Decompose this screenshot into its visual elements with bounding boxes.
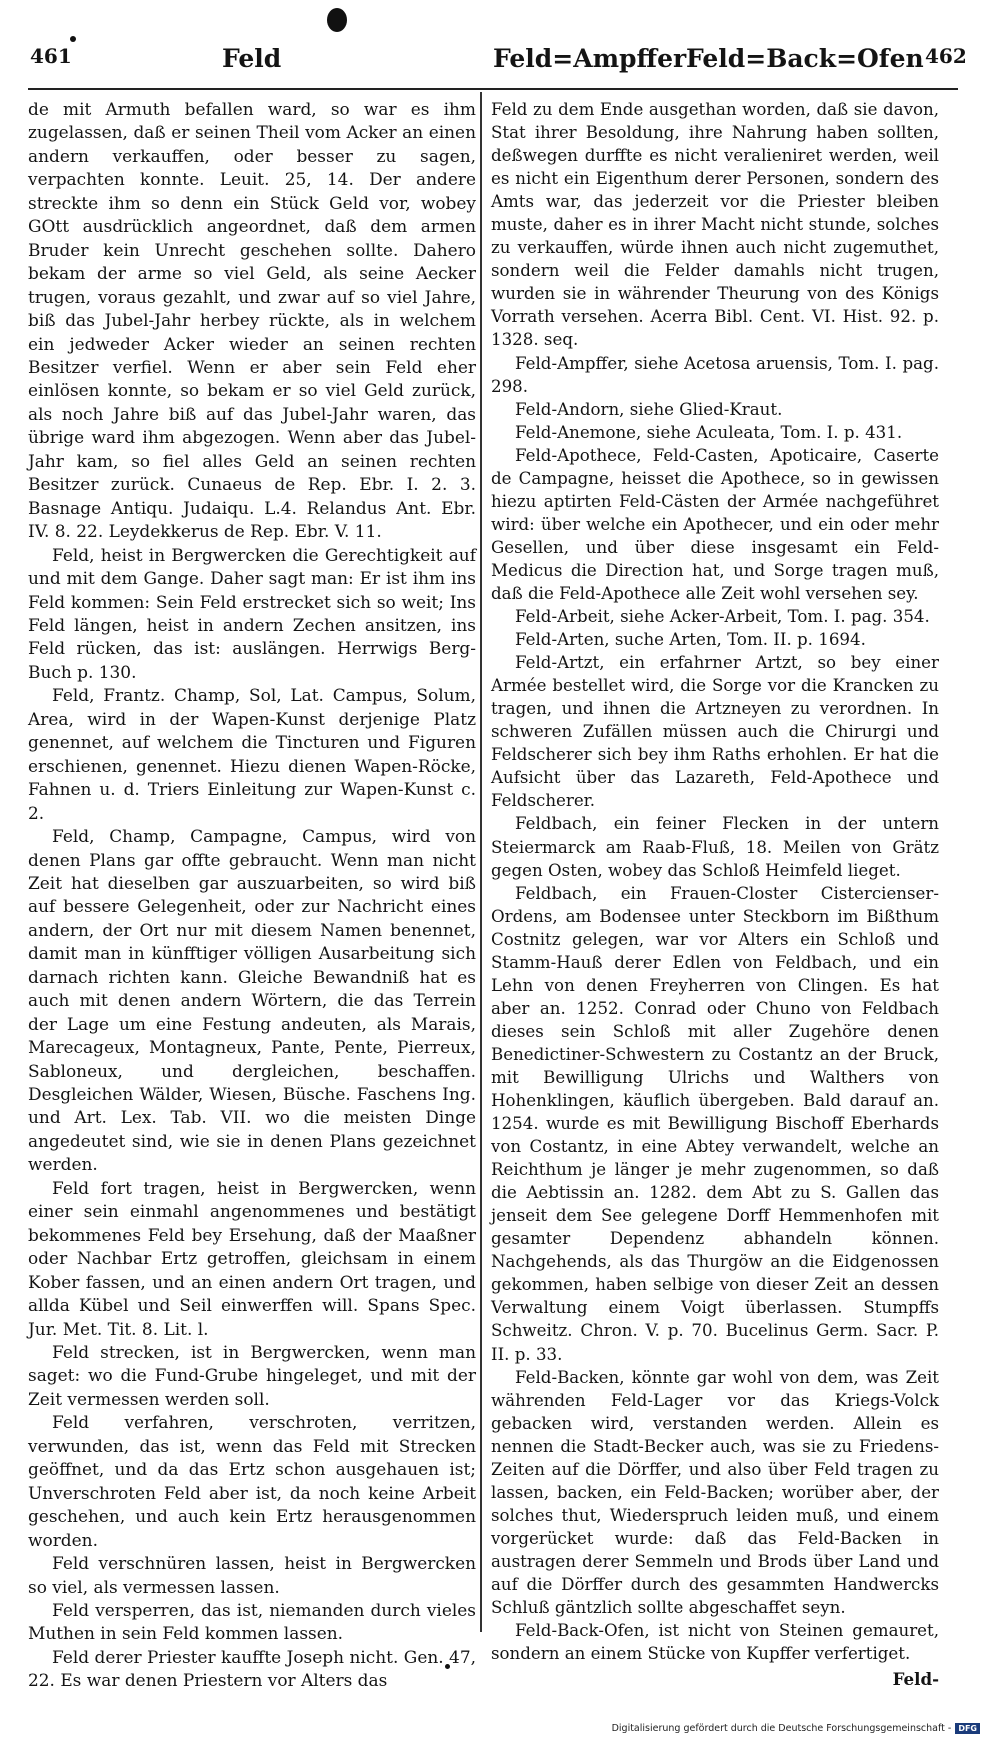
- entry-feld-verschnueren: Feld verschnüren lassen, heist in Bergwercken so viel, als vermessen lassen.: [28, 1553, 476, 1597]
- entry-feld-back-ofen: Feld-Back-Ofen, ist nicht von Steinen gemauret, sondern an einem Stücke von Kupffer verfertiget.: [491, 1621, 939, 1664]
- entry-feld-ampffer: Feld-Ampffer, siehe Acetosa aruensis, Tom. I. pag. 298.: [491, 353, 939, 396]
- page-header: [0, 44, 1000, 84]
- right-page-number: 462: [925, 44, 967, 68]
- entry-feld-champ: Feld, Champ, Campagne, Campus, wird von denen Plans gar offte gebraucht. Wenn man nicht Zeit hat dieselben gar auszuarbeiten, so wird biß auf bessere Gelegenheit, oder zur Nachricht eines andern, der Ort nur mit diesem Namen benennet, damit man in künfftiger völligen Ausarbeitung sich darnach richten kann. Gleiche Bewandniß hat es auch mit denen andern Wörtern, die das Terrein der Lage um eine Festung andeuten, als Marais, Marecageux, Montagneux, Pante, Pente, Pierreux, Sabloneux, und dergleichen, beschaffen. Desgleichen Wälder, Wiesen, Büsche. Faschens Ing. und Art. Lex. Tab. VII. wo die meisten Dinge angedeutet sind, wie sie in denen Plans gezeichnet werden.: [28, 826, 476, 1175]
- entry-feld-verfahren: Feld verfahren, verschroten, verritzen, verwunden, das ist, wenn das Feld mit Strecken geöffnet, und da das Ertz schon ausgehauen ist; Unverschroten Feld aber ist, da noch keine Arbeit geschehen, und auch kein Ertz herausgenommen worden.: [28, 1412, 476, 1550]
- dfg-logo: DFG: [955, 1723, 980, 1734]
- entry-feld-artzt: Feld-Artzt, ein erfahrner Artzt, so bey einer Armée bestellet wird, die Sorge vor die Krancken zu tragen, und ihnen die Artzneyen zu verordnen. In schweren Zufällen müssen auch die Chirurgi und Feldscherer sich bey ihm Raths erhohlen. Er hat die Aufsicht über das Lazareth, Feld-Apothece und Feldscherer.: [491, 653, 939, 811]
- left-running-headword: Feld: [222, 44, 282, 73]
- column-divider: [480, 92, 482, 1632]
- entry-feld-backen: Feld-Backen, könnte gar wohl von dem, was Zeit währenden Feld-Lager vor das Kriegs-Volck gebacken wird, verstanden werden. Allein es nennen die Stadt-Becker auch, was sie zu Friedens-Zeiten auf die Dörffer, und also über Feld tragen zu lassen, backen, ein Feld-Backen; worüber aber, der solches thut, Wiederspruch leiden muß, und einem vorgerücket wurde: daß das Feld-Backen in austragen derer Semmeln und Brods über Land und auf die Dörffer durch des gesammten Handwercks Schluß gäntzlich sollte abgeschaffet seyn.: [491, 1367, 939, 1618]
- entry-feld-apothece: Feld-Apothece, Feld-Casten, Apoticaire, Caserte de Campagne, heisset die Apothece, so in gewissen hiezu aptirten Feld-Cästen der Armée nachgeführet wird: über welche ein Apothecer, und ein oder mehr Gesellen, und über diese insgesamt ein Feld-Medicus die Direction hat, und Sorge tragen muß, daß die Feld-Apothece alle Zeit wohl versehen sey.: [491, 445, 939, 603]
- left-page-number: 461: [30, 44, 72, 68]
- paragraph: Feld zu dem Ende ausgethan worden, daß sie davon, Stat ihrer Besoldung, ihre Nahrung haben sollten, deßwegen durffte es nicht veralieniret werden, weil es nicht ein Eigenthum derer Personen, sondern des Amts war, das jederzeit vor die Priester bleiben muste, daher es in ihrer Macht nicht stunde, solches zu verkauffen, würde ihnen auch nicht zugemuthet, sondern weil die Felder damahls nicht trugen, wurden sie in währender Theurung von des Königs Vorrath versehen. Acerra Bibl. Cent. VI. Hist. 92. p. 1328. seq.: [491, 100, 939, 350]
- left-column: [28, 98, 476, 1693]
- entry-feld-bergwerk: Feld, heist in Bergwercken die Gerechtigkeit auf und mit dem Gange. Daher sagt man: Er ist ihm ins Feld kommen: Sein Feld erstrecket sich so weit; Ins Feld längen, heist in andern Zechen ansitzen, ins Feld rücken, das ist: auslängen. Herrwigs Berg-Buch p. 130.: [28, 544, 476, 682]
- right-column: [491, 98, 939, 1691]
- entry-feldbach-closter: Feldbach, ein Frauen-Closter Cistercienser-Ordens, am Bodensee unter Steckborn im Bißthum Costnitz gelegen, war vor Alters ein Schloß und Stamm-Hauß derer Edlen von Feldbach, und ein Lehn von denen Freyherren von Clingen. Es hat aber an. 1252. Conrad oder Chuno von Feldbach dieses sein Schloß mit aller Zugehöre denen Benedictiner-Schwestern zu Costantz an der Bruck, mit Bewilligung Ulrichs und Walthers von Hohenklingen, käuflich übergeben. Bald darauf an. 1254. wurde es mit Bewilligung Bischoff Eberhards von Costantz, in eine Abtey verwandelt, welche an Reichthum je länger je mehr zugenommen, so daß die Aebtissin an. 1282. dem Abt zu S. Gallen das jenseit dem See gelegene Dorff Hemmenhofen mit gesamter Dependenz abhandeln können. Nachgehends, als das Thurgöw an die Eidgenossen gekommen, haben selbige von dieser Zeit an dessen Verwaltung einem Voigt überlassen. Stumpffs Schweitz. Chron. V. p. 70. Bucelinus Germ. Sacr. P. II. p. 33.: [491, 883, 939, 1364]
- right-running-headword: Feld=Back=Ofen: [686, 44, 924, 73]
- catchword: Feld-: [892, 1669, 939, 1690]
- footer-credit: Digitalisierung gefördert durch die Deutsche Forschungsgemeinschaft -: [611, 1723, 952, 1734]
- entry-feld-versperren: Feld versperren, das ist, niemanden durch vieles Muthen in sein Feld kommen lassen.: [28, 1600, 476, 1644]
- entry-feld-strecken: Feld strecken, ist in Bergwercken, wenn man saget: wo die Fund-Grube hingeleget, und mit der Zeit vermessen werden soll.: [28, 1342, 476, 1409]
- entry-feld-arbeit: Feld-Arbeit, siehe Acker-Arbeit, Tom. I. pag. 354.: [515, 607, 930, 627]
- digitization-footer: [612, 1723, 980, 1734]
- entry-feldbach-flecken: Feldbach, ein feiner Flecken in der untern Steiermarck am Raab-Fluß, 18. Meilen von Grätz gegen Osten, wobey das Schloß Heimfeld lieget.: [491, 814, 939, 880]
- entry-feld-fort-tragen: Feld fort tragen, heist in Bergwercken, wenn einer sein einmahl angenommenes und bestätigt bekommenes Feld bey Ersehung, daß der Maaßner oder Nachbar Ertz getroffen, gleichsam in einem Kober fassen, und an einen andern Ort tragen, und allda Kübel und Seil einwerffen will. Spans Spec. Jur. Met. Tit. 8. Lit. l.: [28, 1177, 476, 1339]
- ink-blot: [327, 8, 347, 32]
- ink-speck: [70, 36, 76, 42]
- entry-feld-wapen: Feld, Frantz. Champ, Sol, Lat. Campus, Solum, Area, wird in der Wapen-Kunst derjenige Platz genennet, auf welchem die Tincturen und Figuren erschienen, genennet. Hiezu dienen Wapen-Röcke, Fahnen u. d. Triers Einleitung zur Wapen-Kunst c. 2.: [28, 685, 476, 823]
- middle-running-headword: Feld=Ampffer: [493, 44, 687, 73]
- entry-feld-andorn: Feld-Andorn, siehe Glied-Kraut.: [515, 399, 783, 419]
- entry-feld-priester: Feld derer Priester kauffte Joseph nicht. Gen. 47, 22. Es war denen Priestern vor Alters das: [28, 1646, 476, 1691]
- entry-feld-arten: Feld-Arten, suche Arten, Tom. II. p. 1694.: [515, 630, 866, 650]
- header-rule: [28, 88, 958, 90]
- entry-feld-anemone: Feld-Anemone, siehe Aculeata, Tom. I. p. 431.: [515, 422, 903, 442]
- paragraph: de mit Armuth befallen ward, so war es ihm zugelassen, daß er seinen Theil vom Acker an einen andern verkauffen, oder besser zu sagen, verpachten konnte. Leuit. 25, 14. Der andere streckte ihm so denn ein Stück Geld vor, wobey GOtt ausdrücklich angeordnet, daß dem armen Bruder kein Unrecht geschehen sollte. Dahero bekam der arme so viel Geld, als seine Aecker trugen, voraus gezahlt, und zwar auf so viel Jahre, biß das Jubel-Jahr herbey rückte, als in welchem ein jedweder Acker wieder an seinen rechten Besitzer verfiel. Wenn er aber sein Feld eher einlösen konnte, so bekam er so viel Geld zurück, als noch Jahre biß auf das Jubel-Jahr waren, das übrige ward ihm abgezogen. Wenn aber das Jubel-Jahr kam, so fiel alles Geld an seinen rechten Besitzer zurück. Cunaeus de Rep. Ebr. I. 2. 3. Basnage Antiqu. Judaiqu. L.4. Relandus Ant. Ebr. IV. 8. 22. Leydekkerus de Rep. Ebr. V. 11.: [28, 99, 476, 542]
